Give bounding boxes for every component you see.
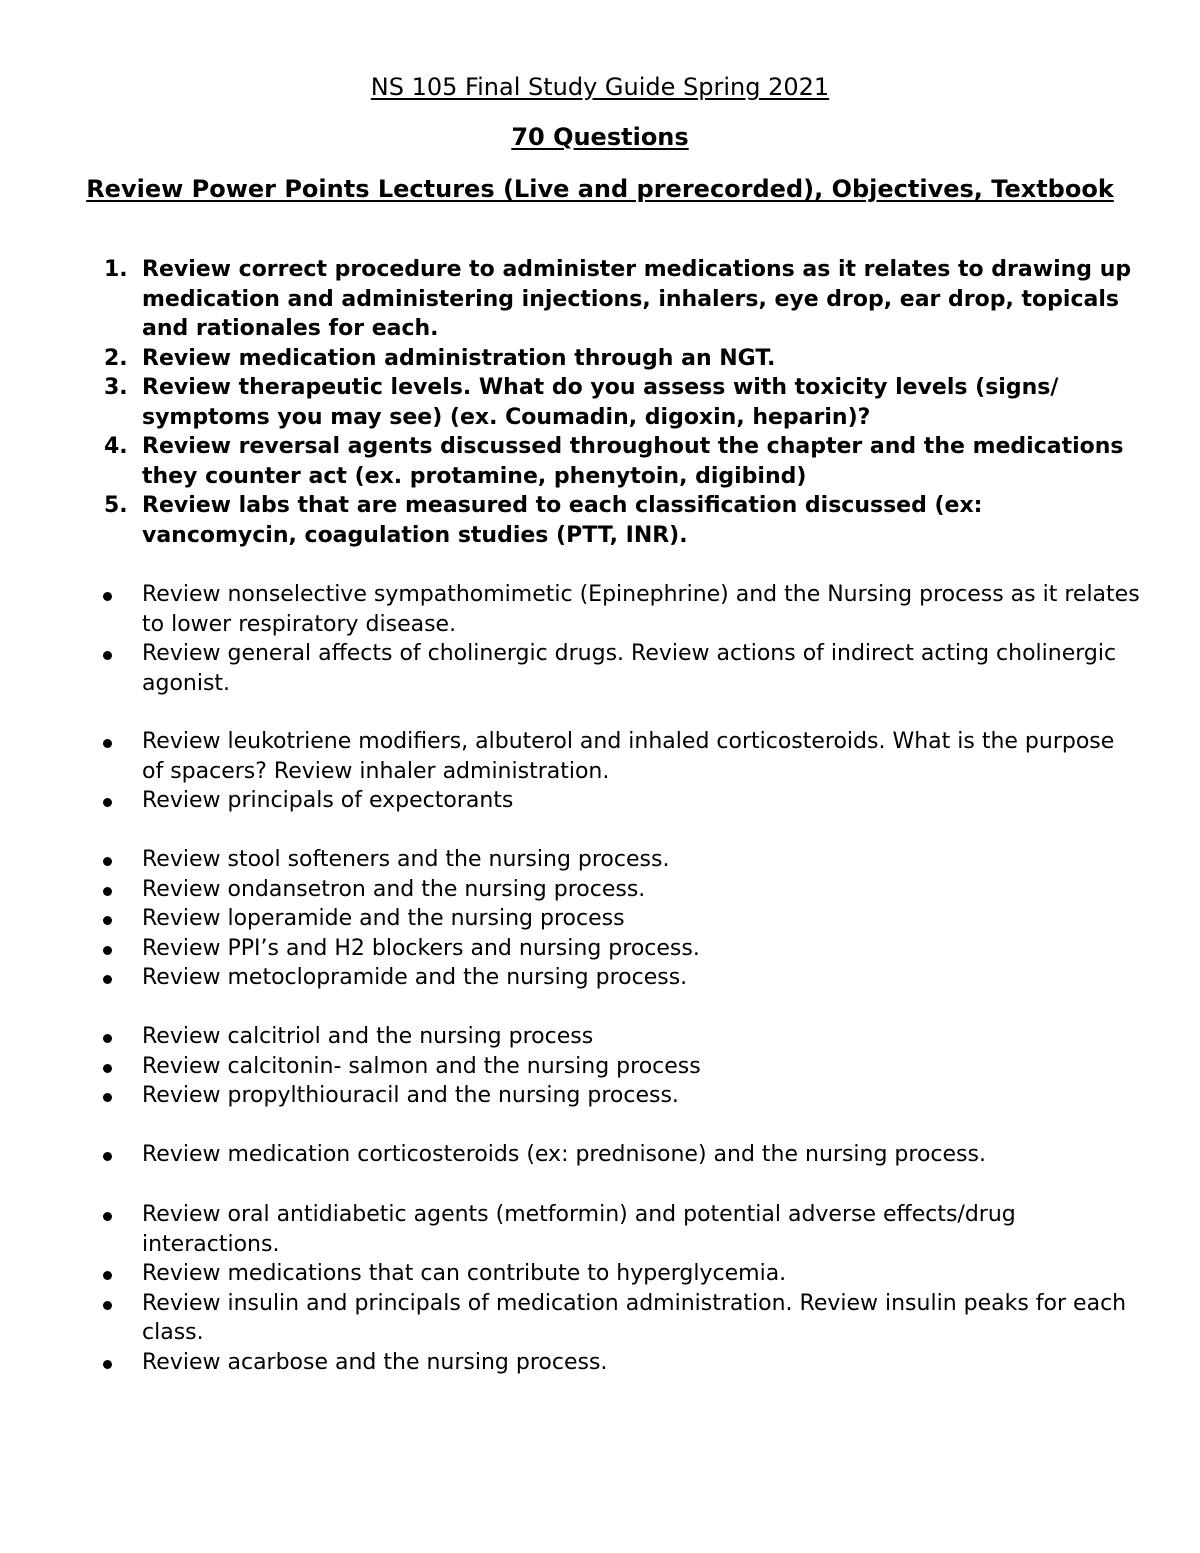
bullet-dot-icon	[103, 1093, 112, 1102]
numbered-item	[0, 432, 1132, 491]
bullet-text: Review loperamide and the nursing process	[142, 906, 625, 931]
bullet-item	[0, 1052, 1142, 1082]
bullet-item	[0, 727, 1142, 786]
bullet-item	[0, 875, 1142, 905]
bullet-dot-icon	[103, 1212, 112, 1221]
item-text: Review therapeutic levels. What do you assess with toxicity levels (signs/ symptoms you may see) (ex. Coumadin, digoxin, heparin)?	[142, 375, 1059, 430]
bullet-dot-icon	[103, 651, 112, 660]
document-title: NS 105 Final Study Guide Spring 2021	[370, 73, 830, 101]
numbered-item	[0, 491, 1132, 550]
item-number: 2.	[104, 345, 128, 371]
item-number: 1.	[104, 257, 128, 282]
numbered-review-list	[0, 255, 1132, 550]
bullet-text: Review PPI’s and H2 blockers and nursing process.	[142, 935, 700, 961]
bullet-list-diabetes-meds	[0, 1200, 1142, 1377]
bullet-item	[0, 904, 1142, 934]
bullet-text: Review acarbose and the nursing process.	[142, 1349, 608, 1375]
bullet-text: Review leukotriene modifiers, albuterol and inhaled corticosteroids. What is the purpose of spacers? Review inhaler administration.	[142, 729, 1115, 784]
bullet-item	[0, 580, 1142, 639]
bullet-item	[0, 1259, 1142, 1289]
bullet-item	[0, 1289, 1142, 1348]
bullet-dot-icon	[103, 887, 112, 896]
item-text: Review medication administration through an NGT.	[142, 345, 776, 371]
bullet-text: Review metoclopramide and the nursing process.	[142, 965, 688, 990]
item-text: Review labs that are measured to each classification discussed (ex: vancomycin, coagulation studies (PTT, INR).	[142, 493, 983, 548]
bullet-text: Review stool softeners and the nursing process.	[142, 847, 670, 872]
numbered-item	[0, 344, 1132, 374]
bullet-dot-icon	[103, 1152, 112, 1161]
questions-count-heading: 70 Questions	[511, 123, 689, 151]
item-number: 5.	[104, 493, 128, 518]
bullet-item	[0, 963, 1142, 993]
bullet-item	[0, 1081, 1142, 1111]
bullet-dot-icon	[103, 1064, 112, 1073]
bullet-text: Review medications that can contribute to hyperglycemia.	[142, 1261, 787, 1286]
numbered-item	[0, 373, 1132, 432]
bullet-item	[0, 934, 1142, 964]
bullet-dot-icon	[103, 1301, 112, 1310]
numbered-item	[0, 255, 1132, 344]
bullet-text: Review calcitriol and the nursing process	[142, 1024, 594, 1049]
bullet-list-corticosteroids	[0, 1140, 1142, 1170]
bullet-item	[0, 786, 1142, 816]
bullet-text: Review general affects of cholinergic drugs. Review actions of indirect acting cholinergic agonist.	[142, 641, 1117, 696]
bullet-text: Review principals of expectorants	[142, 788, 514, 813]
bullet-text: Review oral antidiabetic agents (metformin) and potential adverse effects/drug interactions.	[142, 1202, 1016, 1257]
bullet-list-gi-meds	[0, 845, 1142, 993]
bullet-dot-icon	[103, 1271, 112, 1280]
item-text: Review correct procedure to administer medications as it relates to drawing up medication and administering injections, inhalers, eye drop, ear drop, topicals and rationales for each.	[142, 257, 1132, 341]
bullet-item	[0, 1140, 1142, 1170]
item-number: 4.	[104, 434, 128, 459]
bullet-text: Review nonselective sympathomimetic (Epinephrine) and the Nursing process as it relates to lower respiratory disease.	[142, 582, 1140, 637]
bullet-list-endocrine-meds	[0, 1022, 1142, 1111]
bullet-dot-icon	[103, 1034, 112, 1043]
bullet-text: Review calcitonin- salmon and the nursing process	[142, 1053, 701, 1079]
bullet-item	[0, 1348, 1142, 1378]
bullet-dot-icon	[103, 946, 112, 955]
bullet-item	[0, 1022, 1142, 1052]
bullet-dot-icon	[103, 975, 112, 984]
bullet-dot-icon	[103, 857, 112, 866]
bullet-item	[0, 639, 1142, 698]
bullet-item	[0, 845, 1142, 875]
review-sources-heading: Review Power Points Lectures (Live and prerecorded), Objectives, Textbook	[86, 175, 1114, 203]
bullet-list-respiratory-cholinergic	[0, 580, 1142, 698]
bullet-text: Review ondansetron and the nursing process.	[142, 876, 646, 902]
bullet-text: Review propylthiouracil and the nursing process.	[142, 1083, 679, 1108]
bullet-dot-icon	[103, 739, 112, 748]
bullet-text: Review medication corticosteroids (ex: prednisone) and the nursing process.	[142, 1142, 986, 1167]
item-text: Review reversal agents discussed throughout the chapter and the medications they counter act (ex. protamine, phenytoin, digibind)	[142, 434, 1124, 489]
bullet-item	[0, 1200, 1142, 1259]
bullet-dot-icon	[103, 592, 112, 601]
bullet-dot-icon	[103, 916, 112, 925]
bullet-dot-icon	[103, 1360, 112, 1369]
bullet-text: Review insulin and principals of medication administration. Review insulin peaks for each class.	[142, 1290, 1127, 1345]
item-number: 3.	[104, 375, 128, 400]
bullet-dot-icon	[103, 798, 112, 807]
bullet-list-inhaled-meds	[0, 727, 1142, 816]
